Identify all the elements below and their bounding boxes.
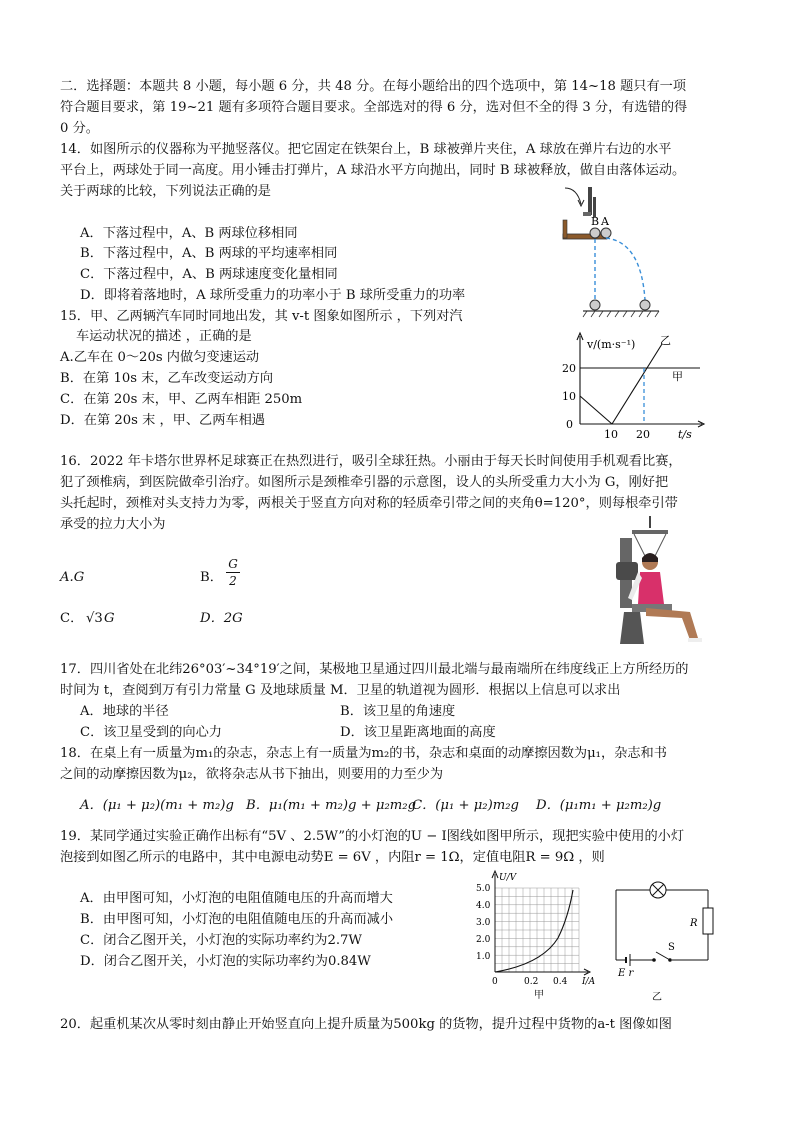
q15-stem-line1: 15．甲、乙两辆汽车同时同地出发，其 v-t 图象如图所示 ，下列对汽: [60, 309, 463, 324]
q18-stem-line1: 18．在桌上有一质量为m₁的杂志，杂志上有一质量为m₂的书，杂志和桌面的动摩擦因数为μ₁，杂志和书: [60, 746, 667, 761]
ui-graph-figure: [472, 868, 602, 1003]
ui-ytick-3: 3.0: [476, 918, 491, 928]
q15-stem-line2: 车运动状况的描述 ，正确的是: [76, 329, 252, 344]
section-intro-line2: 符合题目要求，第 19~21 题有多项符合题目要求。全部选对的得 6 分，选对但不全的得 3 分，有选错的得: [60, 100, 688, 115]
q19-stem-line1: 19．某同学通过实验正确作出标有“5V 、2.5W”的小灯泡的U − I图线如图甲所示，现把实验中使用的小灯: [60, 829, 685, 844]
circuit-caption: 乙: [652, 992, 662, 1003]
ui-curve: [495, 890, 573, 972]
vt-xtick-20: 20: [636, 428, 650, 441]
q16-stem-line1: 16．2022 年卡塔尔世界杯足球赛正在热烈进行，吸引全球狂热。小丽由于每天长时间使用手机观看比赛，: [60, 454, 682, 469]
series-yi-label: 乙: [660, 334, 671, 347]
q14-option-a: A．下落过程中，A、B 两球位移相同: [80, 226, 298, 241]
q18-option-a: A．(μ₁ + μ₂)(m₁ + m₂)g: [80, 798, 234, 813]
q18-stem-line2: 之间的动摩擦因数为μ₂，欲将杂志从书下抽出，则要用的力至少为: [60, 767, 444, 782]
q14-option-d: D．即将着落地时，A 球所受重力的功率小于 B 球所受重力的功率: [80, 288, 466, 303]
ball-a: [601, 228, 611, 238]
q16-option-c-root: √3: [86, 611, 103, 626]
q16-option-b-den: 2: [226, 572, 240, 589]
ui-ylabel: U/V: [499, 873, 517, 883]
q16-option-b-fraction: [226, 556, 240, 589]
q15-option-b: B．在第 10s 末，乙车改变运动方向: [60, 371, 274, 386]
ball-b: [590, 228, 600, 238]
q14-stem-line1: 14．如图所示的仪器称为平抛竖落仪。把它固定在铁架台上，B 球被弹片夹住，A 球放在弹片右边的水平: [60, 142, 672, 157]
ui-ytick-5: 5.0: [476, 884, 491, 894]
projectile-apparatus-figure: [555, 182, 670, 320]
vt-ylabel: v/(m·s⁻¹): [587, 338, 636, 351]
q16-stem-line2: 犯了颈椎病，到医院做牵引治疗。如图所示是颈椎牵引器的示意图，设人的头所受重力大小为 G，刚好把: [60, 475, 669, 490]
q20-stem-line1: 20．起重机某次从零时刻由静止开始竖直向上提升质量为500kg 的货物，提升过程中货物的a-t 图像如图: [60, 1017, 672, 1032]
ball-b-label: B: [591, 215, 600, 228]
switch-label: S: [668, 942, 675, 953]
q15-option-c: C．在第 20s 末，甲、乙两车相距 250m: [60, 392, 303, 407]
resistor-label: R: [690, 918, 698, 929]
q14-stem-line2: 平台上，两球处于同一高度。用小锤击打弹片，A 球沿水平方向抛出，同时 B 球被释放，做自由落体运动。: [60, 163, 686, 178]
q16-option-c-prefix: C．: [60, 611, 84, 626]
q16-stem-line3: 头托起时，颈椎对头支持力为零，两根关于竖直方向对称的轻质牵引带之间的夹角θ=120°，则每根牵引带: [60, 496, 678, 511]
vt-ytick-20: 20: [562, 362, 576, 375]
vt-graph-figure: [552, 328, 727, 448]
q16-option-a: A.G: [60, 570, 85, 585]
ui-ytick-1: 1.0: [476, 952, 491, 962]
q17-stem-line1: 17．四川省处在北纬26°03′~34°19′之间，某极地卫星通过四川最北端与最南端所在纬度线正上方所经历的: [60, 662, 689, 677]
vt-origin: 0: [566, 418, 573, 431]
ui-ytick-2: 2.0: [476, 935, 491, 945]
q16-option-b-num: G: [228, 557, 238, 571]
series-jia-label: 甲: [672, 370, 683, 383]
q15-option-d: D．在第 20s 末 ，甲、乙两车相遇: [60, 413, 265, 428]
series-yi-up: [612, 344, 662, 424]
q17-option-a: A．地球的半径: [80, 704, 169, 719]
circuit-figure: [608, 876, 718, 1004]
ball-a-label: A: [601, 215, 609, 228]
q19-option-d: D．闭合乙图开关，小灯泡的实际功率约为0.84W: [80, 954, 371, 969]
switch-icon: [656, 952, 670, 960]
q16-stem-line4: 承受的拉力大小为: [60, 517, 166, 532]
series-yi-down: [580, 396, 612, 424]
q19-option-b: B．由甲图可知，小灯泡的电阻值随电压的升高而减小: [80, 912, 394, 927]
q17-stem-line2: 时间为 t，查阅到万有引力常量 G 及地球质量 M．卫星的轨道视为圆形．根据以上信息可以求出: [60, 683, 621, 698]
q18-option-d: D．(μ₁m₁ + μ₂m₂)g: [536, 798, 662, 813]
ui-ytick-4: 4.0: [476, 901, 491, 911]
vt-xlabel: t/s: [678, 428, 692, 441]
q18-option-b: B．μ₁(m₁ + m₂)g + μ₂m₂g: [246, 798, 417, 813]
section-intro-line1: 二．选择题：本题共 8 小题，每小题 6 分，共 48 分。在每小题给出的四个选项中，第 14~18 题只有一项: [60, 79, 687, 94]
battery-label: E r: [618, 968, 634, 979]
q19-stem-line2: 泡接到如图乙所示的电路中，其中电源电动势E = 6V ，内阻r = 1Ω，定值电阻R = 9Ω ，则: [60, 850, 605, 865]
ui-xtick-04: 0.4: [553, 977, 568, 987]
ui-caption: 甲: [534, 990, 544, 1001]
ui-xlabel: I/A: [582, 977, 596, 987]
ui-xtick-02: 0.2: [524, 977, 539, 987]
q14-option-b: B．下落过程中，A、B 两球的平均速率相同: [80, 246, 338, 261]
q17-option-b: B．该卫星的角速度: [340, 704, 456, 719]
vt-xtick-10: 10: [604, 428, 618, 441]
section-intro-line3: 0 分。: [60, 121, 99, 136]
ui-origin: 0: [492, 977, 498, 987]
vt-ytick-10: 10: [562, 390, 576, 403]
q19-option-c: C．闭合乙图开关，小灯泡的实际功率约为2.7W: [80, 933, 362, 948]
q17-option-c: C．该卫星受到的向心力: [80, 725, 222, 740]
q19-option-a: A．由甲图可知，小灯泡的电阻值随电压的升高而增大: [80, 891, 393, 906]
q18-option-c: C．(μ₁ + μ₂)m₂g: [412, 798, 519, 813]
q15-option-a: A.乙车在 0～20s 内做匀变速运动: [60, 350, 260, 365]
q14-stem-line3: 关于两球的比较，下列说法正确的是: [60, 184, 271, 199]
q16-option-b-prefix: B．: [200, 570, 223, 585]
neck-traction-figure: [610, 512, 720, 650]
q14-option-c: C．下落过程中，A、B 两球速度变化量相同: [80, 267, 338, 282]
q17-option-d: D．该卫星距离地面的高度: [340, 725, 496, 740]
q16-option-c-tail: G: [104, 611, 115, 626]
resistor-icon: [703, 908, 713, 934]
q16-option-d: D．2G: [200, 611, 243, 626]
